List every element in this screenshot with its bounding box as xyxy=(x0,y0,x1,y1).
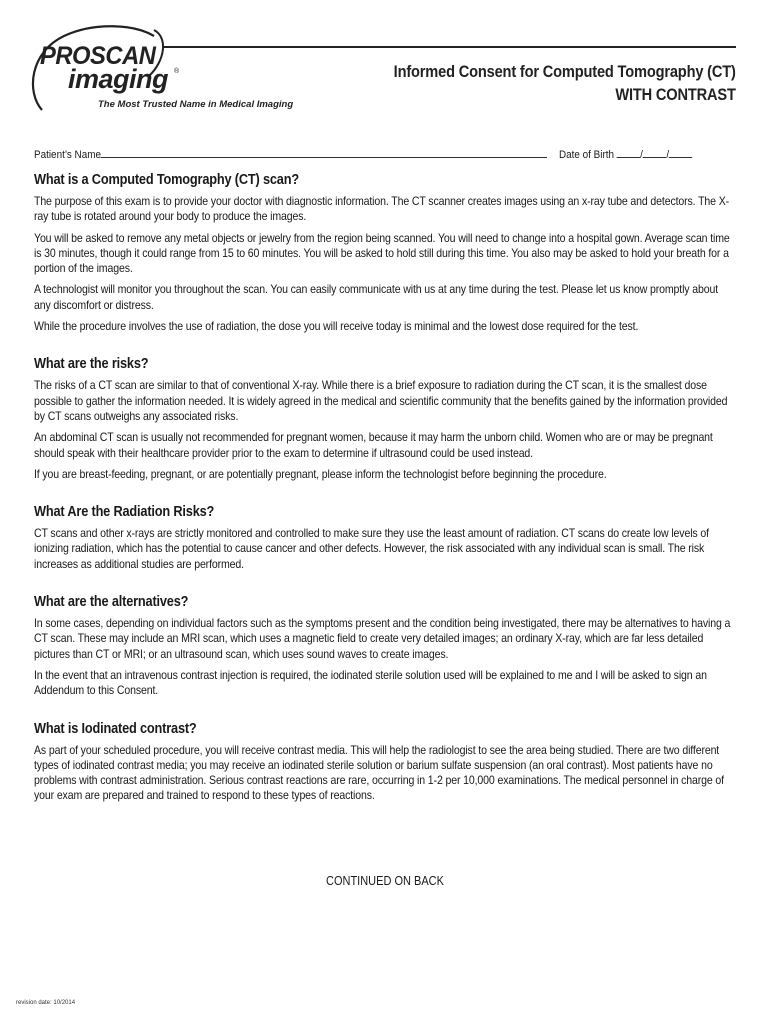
paragraph: In some cases, depending on individual factors such as the symptoms present and the condition being investigated, there may be alternatives to having a CT scan. These may include an MRI scan, which uses a magnetic field to create very detailed images; an ordinary X-ray, which are far less detailed pictures than CT or MRI; or an ultrasound scan, which uses sound waves to create images. xyxy=(34,616,731,661)
paragraph: As part of your scheduled procedure, you will receive contrast media. This will help the radiologist to see the area being studied. There are two different types of iodinated contrast media; you may receive an iodinated sterile solution or barium sulfate suspension (an oral contrast). Most patients have no problems with contrast administration. Serious contrast reactions are rare, occurring in 1-2 per 10,000 examinations. The medical personnel in charge of your exam are prepared and trained to respond to these types of reactions. xyxy=(34,742,724,803)
patient-name-input-line[interactable] xyxy=(101,146,547,158)
dob-field xyxy=(559,146,692,161)
dob-separator: / xyxy=(640,149,643,161)
patient-name-field xyxy=(34,146,547,161)
proscan-logo xyxy=(24,22,314,114)
dob-month-line[interactable] xyxy=(617,146,640,158)
paragraph: The risks of a CT scan are similar to that of conventional X-ray. While there is a brief exposure to radiation during the CT scan, it is the smallest dose possible to gather the information needed. It is widely agreed in the medical and scientific community that the benefits gained by the information provided by CT scans outweighs any associated risks. xyxy=(34,378,728,423)
section-heading: What is a Computed Tomography (CT) scan? xyxy=(34,172,299,188)
dob-year-line[interactable] xyxy=(669,146,692,158)
section-alternatives xyxy=(34,594,736,698)
section-radiation-risks xyxy=(34,504,736,572)
section-what-is-ct xyxy=(34,172,736,334)
section-risks xyxy=(34,356,736,482)
title-line-2: WITH CONTRAST xyxy=(615,85,736,104)
paragraph: While the procedure involves the use of radiation, the dose you will receive today is minimal and the lowest dose required for the test. xyxy=(34,319,639,334)
paragraph: If you are breast-feeding, pregnant, or are potentially pregnant, please inform the technologist before beginning the procedure. xyxy=(34,466,607,481)
paragraph: You will be asked to remove any metal objects or jewelry from the region being scanned. You will need to change into a hospital gown. Average scan time is 30 minutes, though it could range from 15 to 60 minutes. You will be asked to hold still during this time. You also may be asked to hold your breath for a portion of the images. xyxy=(34,230,730,276)
document-body xyxy=(34,172,736,826)
section-heading: What are the alternatives? xyxy=(34,594,189,611)
logo-brand-line2: imaging xyxy=(68,64,169,94)
title-line-1: Informed Consent for Computed Tomography (CT) xyxy=(393,62,736,81)
section-heading: What Are the Radiation Risks? xyxy=(34,504,215,521)
dob-day-line[interactable] xyxy=(643,146,666,158)
paragraph: The purpose of this exam is to provide your doctor with diagnostic information. The CT scanner creates images using an x-ray tube and detectors. The X-ray tube is rotated around your body to produce the images. xyxy=(34,194,729,224)
paragraph: A technologist will monitor you throughout the scan. You can easily communicate with us at any time during the test. Please let us know promptly about any discomfort or distress. xyxy=(34,282,719,312)
patient-name-label: Patient’s Name xyxy=(34,149,101,161)
page-title xyxy=(338,60,736,106)
section-heading: What is Iodinated contrast? xyxy=(34,720,197,737)
header-rule xyxy=(162,46,736,48)
paragraph: An abdominal CT scan is usually not recommended for pregnant women, because it may harm the unborn child. Women who are or may be pregnant should speak with their healthcare provider prior to the exam to determine if ultrasound could be used instead. xyxy=(34,430,713,460)
paragraph: In the event that an intravenous contrast injection is required, the iodinated sterile solution used will be explained to me and I will be asked to sign an Addendum to this Consent. xyxy=(34,667,707,698)
logo-brand-line1: PROSCAN xyxy=(40,42,156,70)
logo-registered-mark: ® xyxy=(174,68,180,75)
continued-on-back: CONTINUED ON BACK xyxy=(326,874,444,888)
dob-separator: / xyxy=(666,149,670,161)
paragraph: CT scans and other x-rays are strictly monitored and controlled to make sure they use the least amount of radiation. CT scans do create low levels of ionizing radiation, which has the potential to cause cancer and other defects. However, the risk associated with any individual scan is small. The risk increases as additional studies are performed. xyxy=(34,526,709,571)
logo-tagline: The Most Trusted Name in Medical Imaging xyxy=(98,99,294,110)
dob-label: Date of Birth xyxy=(559,149,615,161)
revision-date: revision date: 10/2014 xyxy=(16,1000,76,1006)
section-iodinated-contrast xyxy=(34,721,736,804)
section-heading: What are the risks? xyxy=(34,356,149,373)
